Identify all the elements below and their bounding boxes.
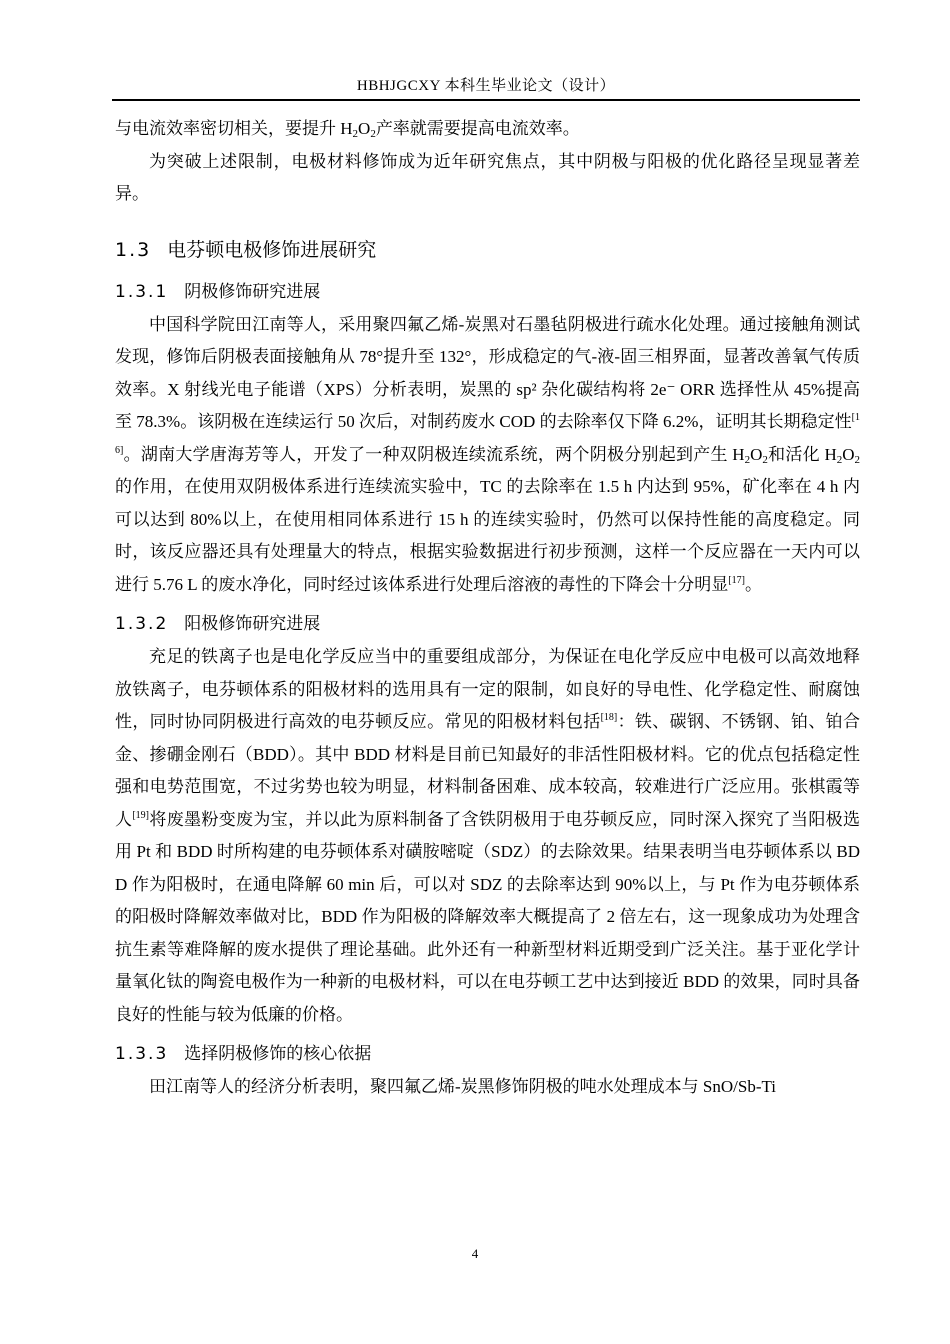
header-rule [112, 99, 860, 101]
anode-paragraph: 充足的铁离子也是电化学反应当中的重要组成部分，为保证在电化学反应中电极可以高效地释放铁离子，电芬顿体系的阳极材料的选用具有一定的限制，如良好的导电性、化学稳定性、耐腐蚀性，同时协同阴极进行高效的电芬顿反应。常见的阳极材料包括[18]：铁、碳钢、不锈钢、铂、铂合金、掺硼金刚石（BDD）。其中 BDD 材料是目前已知最好的非活性阳极材料。它的优点包括稳定性强和电势范围宽，不过劣势也较为明显，材料制备困难、成本较高，较难进行广泛应用。张棋霞等人[19]将废墨粉变废为宝，并以此为原料制备了含铁阴极用于电芬顿反应，同时深入探究了当阳极选用 Pt 和 BDD 时所构建的电芬顿体系对磺胺嘧啶（SDZ）的去除效果。结果表明当电芬顿体系以 BDD 作为阳极时，在通电降解 60 min 后，可以对 SDZ 的去除率达到 90%以上，与 Pt 作为电芬顿体系的阳极时降解效率做对比，BDD 作为阳极的降解效率大概提高了 2 倍左右，这一现象成功为处理含抗生素等难降解的废水提供了理论基础。此外还有一种新型材料近期受到广泛关注。基于亚化学计量氧化钛的陶瓷电极作为一种新的电极材料，可以在电芬顿工艺中达到接近 BDD 的效果，同时具备良好的性能与较为低廉的价格。 [115, 647, 861, 1024]
section-spacer [115, 211, 860, 233]
section-number: 1.3 [115, 238, 152, 261]
section-title: 电芬顿电极修饰进展研究 [167, 238, 377, 261]
intro-paragraph-2: 为突破上述限制，电极材料修饰成为近年研究焦点，其中阴极与阳极的优化路径呈现显著差异。 [115, 151, 860, 203]
subsection-title: 阳极修饰研究进展 [184, 614, 321, 634]
citation-16: [16] [115, 412, 860, 456]
section-spacer [115, 267, 860, 275]
cathode-paragraph: 中国科学院田江南等人，采用聚四氟乙烯-炭黑对石墨毡阴极进行疏水化处理。通过接触角测试发现，修饰后阴极表面接触角从 78°提升至 132°，形成稳定的气-液-固三相界面，显著改善氧气传质效率。X 射线光电子能谱（XPS）分析表明，炭黑的 sp² 杂化碳结构将 2e⁻ ORR 选择性从 45%提高至 78.3%。该阴极在连续运行 50 次后，对制药废水 COD 的去除率仅下降 6.2%，证明其长期稳定性[16]。湖南大学唐海芳等人，开发了一种双阴极连续流系统，两个阴极分别起到产生 $H_2O_2$和活化 $H_2O_2$的作用，在使用双阴极体系进行连续流实验中，TC 的去除率在 1.5 h 内达到 95%，矿化率在 4 h 内可以达到 80%以上，在使用相同体系进行 15 h 的连续实验时，仍然可以保持性能的高度稳定。同时，该反应器还具有处理量大的特点，根据实验数据进行初步预测，这样一个反应器在一天内可以进行 5.76 L 的废水净化，同时经过该体系进行处理后溶液的毒性的下降会十分明显[17]。 [115, 314, 860, 594]
intro-paragraph-1: 与电流效率密切相关，要提升 $H_2O_2$产率就需要提高电流效率。 [115, 119, 580, 140]
page-content [115, 113, 860, 1104]
subsection-number: 1.3.2 [115, 614, 169, 634]
subsection-heading-1-3-1 [115, 275, 860, 309]
page-number: 4 [471, 1246, 479, 1261]
citation-19: [19] [132, 809, 150, 821]
citation-18: [18] [600, 712, 618, 723]
subsection-heading-1-3-3 [115, 1037, 860, 1071]
running-header: HBHJGCXY 本科生毕业论文（设计） [356, 78, 616, 94]
citation-17: [17] [728, 574, 745, 586]
section-heading-1-3 [115, 233, 860, 267]
subsection-number: 1.3.3 [115, 1044, 169, 1064]
subsection-title: 阴极修饰研究进展 [184, 281, 321, 302]
subsection-heading-1-3-2 [115, 607, 860, 641]
cathode-basis-paragraph: 田江南等人的经济分析表明，聚四氟乙烯-炭黑修饰阴极的吨水处理成本与 SnO/Sb-Ti [149, 1077, 776, 1096]
subsection-number: 1.3.1 [115, 281, 169, 302]
subsection-title: 选择阴极修饰的核心依据 [184, 1044, 372, 1064]
